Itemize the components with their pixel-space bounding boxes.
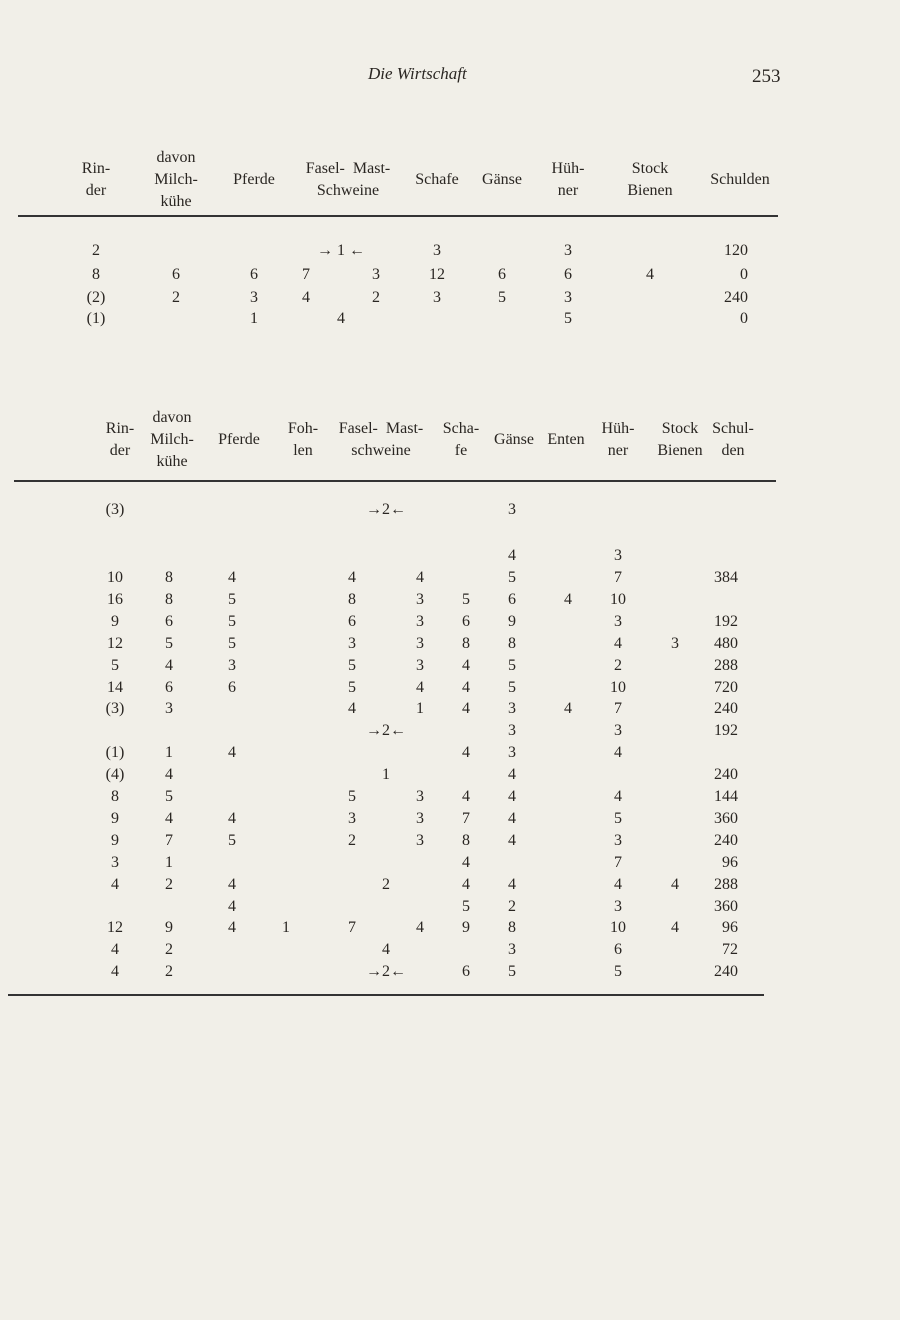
- fasel-value: 8: [348, 590, 356, 608]
- cell-value: 2: [614, 656, 622, 674]
- fasel-value: 5: [348, 656, 356, 674]
- cell-value: 2: [92, 242, 100, 259]
- cell-value: 3: [564, 242, 572, 259]
- cell-value: 10: [610, 590, 626, 608]
- pig-value-text: 4: [337, 310, 345, 327]
- cell-value: 4: [462, 875, 470, 893]
- table2-header-rule: [14, 480, 776, 482]
- page-number: 253: [752, 66, 781, 87]
- cell-value: 6: [614, 941, 622, 959]
- column-header: Pferde: [218, 431, 260, 448]
- cell-value: 240: [714, 700, 738, 718]
- mast-value: 3: [416, 788, 424, 805]
- pig-arrow-text: →2←: [366, 501, 406, 518]
- cell-value: 2: [165, 963, 173, 981]
- cell-value: 4: [228, 875, 236, 893]
- cell-value: 0: [740, 310, 748, 327]
- pig-value-text: [348, 698, 424, 720]
- cell-value: 4: [671, 919, 679, 937]
- column-header: Enten: [547, 431, 585, 448]
- column-header: Pferde: [233, 171, 275, 188]
- cell-value: 4: [462, 700, 470, 718]
- cell-value: 4: [111, 963, 119, 981]
- cell-value: 3: [508, 700, 516, 718]
- fasel-value: 5: [348, 788, 356, 805]
- cell-value: 4: [228, 744, 236, 762]
- pig-value-text: [348, 917, 424, 939]
- pig-value-text: [348, 830, 424, 852]
- cell-value: (1): [86, 310, 106, 327]
- cell-value: 96: [722, 919, 738, 937]
- cell-value: 6: [462, 963, 470, 981]
- mast-value: 3: [416, 612, 424, 630]
- cell-value: 2: [165, 875, 173, 893]
- column-header: davon Milch- kühe: [150, 409, 194, 470]
- cell-value: 1: [165, 853, 173, 871]
- cell-value: 10: [610, 919, 626, 937]
- cell-value: 7: [614, 700, 622, 718]
- cell-value: 3: [165, 700, 173, 718]
- column-header: Schulden: [710, 171, 770, 188]
- mast-value: 3: [416, 590, 424, 608]
- pig-value-text: [348, 786, 424, 808]
- cell-value: 3: [433, 289, 441, 306]
- column-header: Gänse: [482, 171, 522, 188]
- cell-value: 240: [714, 766, 738, 784]
- cell-value: 1: [165, 744, 173, 762]
- cell-value: 2: [172, 289, 180, 306]
- column-header: Hüh- ner: [551, 160, 585, 199]
- cell-value: 9: [508, 612, 516, 630]
- running-head: [0, 64, 900, 90]
- mast-value: 1: [416, 700, 424, 718]
- cell-value: 5: [228, 612, 236, 630]
- cell-value: 6: [498, 266, 506, 283]
- cell-value: 5: [165, 788, 173, 805]
- cell-value: 4: [462, 678, 470, 696]
- cell-value: 240: [724, 289, 748, 306]
- cell-value: 7: [614, 569, 622, 586]
- fasel-value: 3: [348, 634, 356, 652]
- cell-value: 8: [508, 919, 516, 937]
- cell-value: 384: [714, 569, 738, 586]
- cell-value: 2: [508, 897, 516, 915]
- pig-value-text: [348, 808, 424, 830]
- cell-value: 3: [508, 744, 516, 762]
- cell-value: 4: [508, 788, 516, 805]
- cell-value: 4: [228, 569, 236, 586]
- cell-value: 3: [433, 242, 441, 259]
- cell-value: 4: [646, 266, 654, 283]
- cell-value: 8: [165, 590, 173, 608]
- cell-value: 3: [614, 612, 622, 630]
- cell-value: 5: [508, 656, 516, 674]
- cell-value: 9: [462, 919, 470, 937]
- cell-value: 0: [740, 266, 748, 283]
- cell-value: 6: [228, 678, 236, 696]
- cell-value: 4: [508, 547, 516, 564]
- cell-value: 5: [508, 963, 516, 981]
- mast-value: 3: [416, 831, 424, 849]
- cell-value: 8: [111, 788, 119, 805]
- cell-value: 4: [508, 831, 516, 849]
- cell-value: 720: [714, 678, 738, 696]
- column-header: Foh- len: [287, 420, 319, 459]
- column-header: Schafe: [415, 171, 459, 188]
- mast-value: 4: [416, 569, 424, 586]
- cell-value: (2): [86, 289, 106, 306]
- mast-value: 4: [416, 919, 424, 937]
- cell-value: 6: [165, 612, 173, 630]
- cell-value: 4: [228, 897, 236, 915]
- cell-value: 7: [614, 853, 622, 871]
- cell-value: 240: [714, 963, 738, 981]
- table1-header-rule: [18, 215, 778, 217]
- cell-value: 4: [111, 875, 119, 893]
- cell-value: 4: [111, 941, 119, 959]
- column-header: davon Milch- kühe: [154, 149, 198, 210]
- pig-arrow-text: →2←: [366, 963, 406, 981]
- cell-value: 360: [714, 809, 738, 827]
- cell-value: 3: [614, 831, 622, 849]
- cell-value: 3: [564, 289, 572, 306]
- cell-value: 3: [508, 722, 516, 740]
- column-header: Fasel- Mast- Schweine: [305, 160, 391, 199]
- cell-value: 9: [111, 612, 119, 630]
- cell-value: 6: [508, 590, 516, 608]
- cell-value: 10: [610, 678, 626, 696]
- pig-value-text: [348, 655, 424, 677]
- cell-value: 1: [250, 310, 258, 327]
- cell-value: 8: [508, 634, 516, 652]
- column-header: Scha- fe: [442, 420, 480, 459]
- cell-value: 144: [714, 788, 738, 805]
- cell-value: 5: [614, 963, 622, 981]
- pig-value-text: [302, 264, 380, 286]
- column-header: Gänse: [494, 431, 534, 448]
- cell-value: 5: [508, 569, 516, 586]
- cell-value: 6: [564, 266, 572, 283]
- cell-value: 192: [714, 612, 738, 630]
- cell-value: 4: [614, 875, 622, 893]
- column-header: Schul- den: [712, 420, 754, 459]
- cell-value: 3: [614, 722, 622, 740]
- pig-value-text: [348, 611, 424, 633]
- cell-value: 8: [165, 569, 173, 586]
- pig-arrow-text: →2←: [366, 722, 406, 740]
- cell-value: 288: [714, 875, 738, 893]
- running-title: Die Wirtschaft: [368, 64, 467, 83]
- mast-value: 3: [372, 266, 380, 283]
- mast-value: 2: [372, 289, 380, 306]
- cell-value: 8: [462, 634, 470, 652]
- cell-value: (1): [105, 744, 125, 762]
- cell-value: 4: [508, 766, 516, 784]
- cell-value: 360: [714, 897, 738, 915]
- pig-value-text: [348, 633, 424, 655]
- pig-value-text: [348, 589, 424, 611]
- fasel-value: 4: [302, 289, 310, 306]
- mast-value: 3: [416, 809, 424, 827]
- cell-value: 12: [107, 919, 123, 937]
- mast-value: 3: [416, 656, 424, 674]
- cell-value: 240: [714, 831, 738, 849]
- cell-value: 5: [614, 809, 622, 827]
- cell-value: 5: [462, 590, 470, 608]
- cell-value: 4: [165, 809, 173, 827]
- cell-value: (3): [105, 501, 125, 518]
- cell-value: 12: [429, 266, 445, 283]
- pig-value-text: [348, 677, 424, 699]
- cell-value: 8: [462, 831, 470, 849]
- cell-value: 5: [564, 310, 572, 327]
- cell-value: 9: [111, 831, 119, 849]
- column-header: Stock Bienen: [627, 160, 673, 199]
- cell-value: 5: [228, 590, 236, 608]
- cell-value: 3: [228, 656, 236, 674]
- pig-arrow-text: → 1 ←: [317, 242, 365, 259]
- cell-value: 2: [165, 941, 173, 959]
- cell-value: 6: [250, 266, 258, 283]
- cell-value: 3: [671, 634, 679, 652]
- cell-value: 6: [165, 678, 173, 696]
- cell-value: 4: [462, 744, 470, 762]
- cell-value: 5: [228, 634, 236, 652]
- fasel-value: 2: [348, 831, 356, 849]
- cell-value: 4: [228, 809, 236, 827]
- pig-value-text: [348, 567, 424, 589]
- cell-value: 4: [508, 809, 516, 827]
- cell-value: 16: [107, 590, 123, 608]
- fasel-value: 6: [348, 612, 356, 630]
- cell-value: 10: [107, 569, 123, 586]
- cell-value: 4: [462, 853, 470, 871]
- cell-value: 4: [564, 590, 572, 608]
- cell-value: 4: [508, 875, 516, 893]
- pig-value-text: 4: [382, 941, 390, 959]
- mast-value: 3: [416, 634, 424, 652]
- fasel-value: 7: [348, 919, 356, 937]
- cell-value: 5: [498, 289, 506, 306]
- fasel-value: 3: [348, 809, 356, 827]
- cell-value: 3: [111, 853, 119, 871]
- cell-value: 4: [165, 766, 173, 784]
- cell-value: 9: [111, 809, 119, 827]
- pig-value-text: [302, 287, 380, 309]
- cell-value: 192: [714, 722, 738, 740]
- cell-value: 4: [462, 656, 470, 674]
- cell-value: 3: [250, 289, 258, 306]
- cell-value: 480: [714, 634, 738, 652]
- cell-value: 120: [724, 242, 748, 259]
- cell-value: 6: [172, 266, 180, 283]
- cell-value: 3: [508, 941, 516, 959]
- column-header: Fasel- Mast- schweine: [338, 420, 424, 459]
- cell-value: 6: [462, 612, 470, 630]
- cell-value: 4: [614, 744, 622, 762]
- cell-value: 8: [92, 266, 100, 283]
- cell-value: 4: [671, 875, 679, 893]
- cell-value: 4: [614, 788, 622, 805]
- cell-value: 3: [614, 897, 622, 915]
- cell-value: 5: [462, 897, 470, 915]
- cell-value: 7: [165, 831, 173, 849]
- cell-value: 288: [714, 656, 738, 674]
- cell-value: 5: [165, 634, 173, 652]
- fasel-value: 7: [302, 266, 310, 283]
- cell-value: 4: [462, 788, 470, 805]
- column-header: Hüh- ner: [601, 420, 635, 459]
- cell-value: 96: [722, 853, 738, 871]
- fasel-value: 4: [348, 700, 356, 718]
- cell-value: 4: [165, 656, 173, 674]
- cell-value: 1: [282, 919, 290, 937]
- pig-value-text: 2: [382, 875, 390, 893]
- cell-value: 3: [508, 501, 516, 518]
- cell-value: 5: [228, 831, 236, 849]
- cell-value: 4: [614, 634, 622, 652]
- cell-value: (3): [105, 700, 125, 718]
- mast-value: 4: [416, 678, 424, 696]
- cell-value: 9: [165, 919, 173, 937]
- cell-value: (4): [105, 766, 125, 784]
- cell-value: 5: [111, 656, 119, 674]
- cell-value: 12: [107, 634, 123, 652]
- column-header: Rin- der: [105, 420, 135, 459]
- table2-bottom-rule: [8, 994, 764, 996]
- fasel-value: 5: [348, 678, 356, 696]
- cell-value: 4: [564, 700, 572, 718]
- cell-value: 5: [508, 678, 516, 696]
- cell-value: 4: [228, 919, 236, 937]
- column-header: Stock Bienen: [657, 420, 703, 459]
- column-header: Rin- der: [81, 160, 111, 199]
- fasel-value: 4: [348, 569, 356, 586]
- cell-value: 14: [107, 678, 123, 696]
- cell-value: 7: [462, 809, 470, 827]
- cell-value: 72: [722, 941, 738, 959]
- cell-value: 3: [614, 547, 622, 564]
- pig-value-text: 1: [382, 766, 390, 784]
